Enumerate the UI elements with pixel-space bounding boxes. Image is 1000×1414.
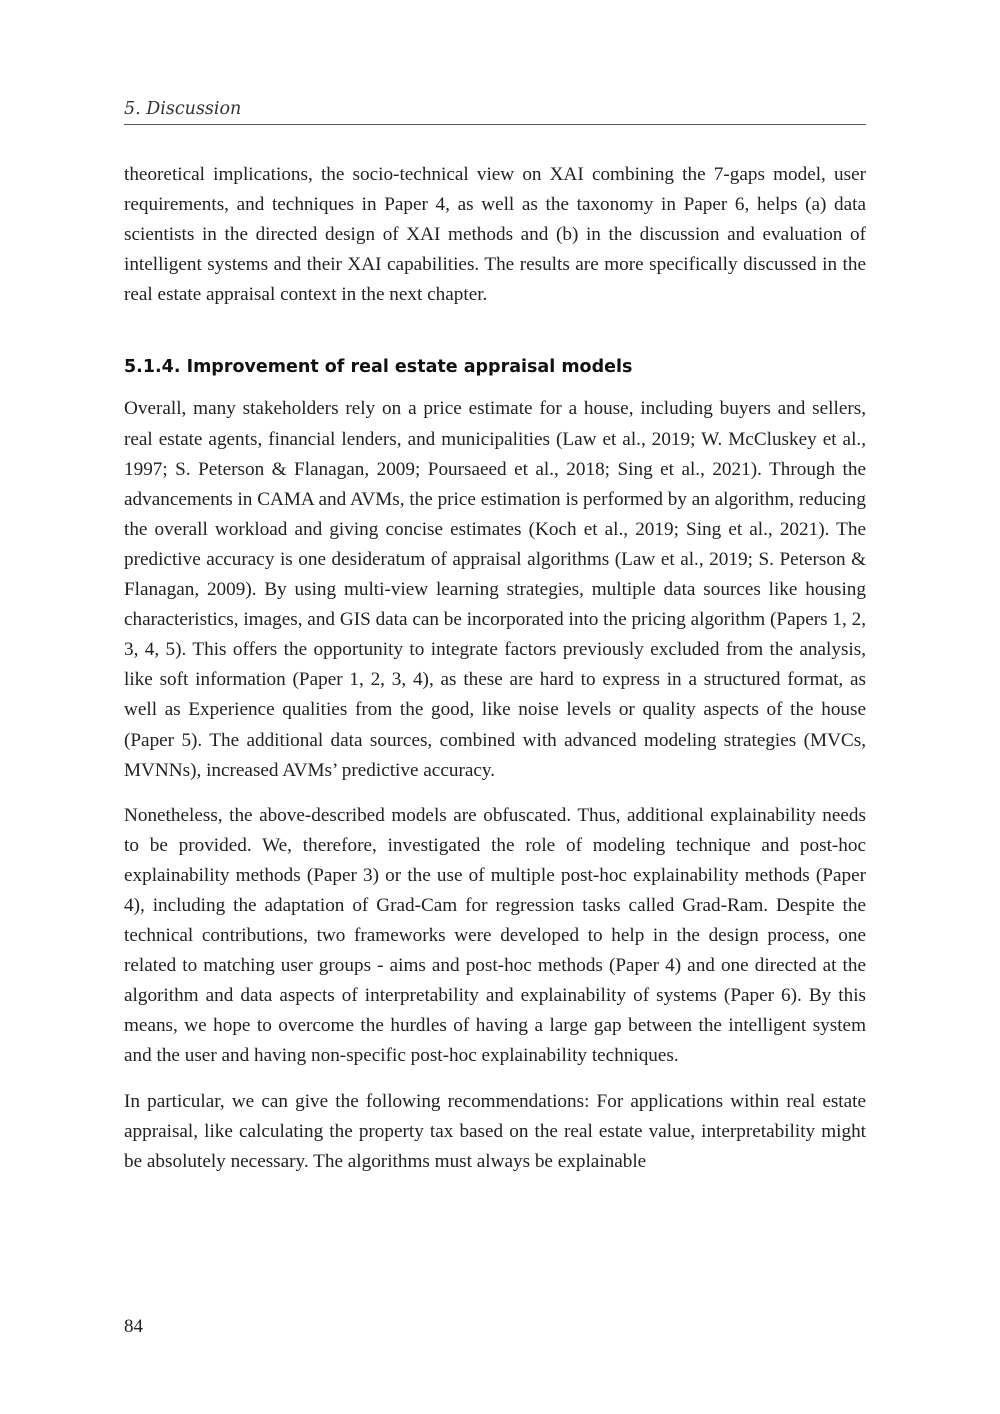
running-head: 5. Discussion (124, 99, 242, 119)
paragraph-stakeholders: Overall, many stakeholders rely on a price estimate for a house, including buyers and sellers, real estate agents, financial lenders, and municipalities (Law et al., 2019; W. McCluskey et al., 1997; S. Peterson & Flanagan, 2009; Poursaeed et al., 2018; Sing et al., 2021). Through the advancements in CAMA and AVMs, the price estimation is performed by an algorithm, reducing the overall workload and giving concise estimates (Koch et al., 2019; Sing et al., 2021). The predictive accuracy is one desideratum of appraisal algorithms (Law et al., 2019; S. Peterson & Flanagan, 2009). By using multi-view learning strategies, multiple data sources like housing characteristics, images, and GIS data can be incorporated into the pricing algorithm (Papers 1, 2, 3, 4, 5). This offers the opportunity to integrate factors previously excluded from the analysis, like soft information (Paper 1, 2, 3, 4), as these are hard to express in a structured format, as well as Experience qualities from the good, like noise levels or quality aspects of the house (Paper 5). The additional data sources, combined with advanced modeling strategies (MVCs, MVNNs), increased AVMs’ predictive accuracy. (124, 398, 866, 781)
paragraph-explainability: Nonetheless, the above-described models are obfuscated. Thus, additional explainability needs to be provided. We, therefore, investigated the role of modeling technique and post-hoc explainability methods (Paper 3) or the use of multiple post-hoc explainability methods (Paper 4), including the adaptation of Grad-Cam for regression tasks called Grad-Ram. Despite the technical contributions, two frameworks were developed to help in the design process, one related to matching user groups - aims and post-hoc methods (Paper 4) and one directed at the algorithm and data aspects of interpretability and explainability of systems (Paper 6). By this means, we hope to overcome the hurdles of having a large gap between the intelligent system and the user and having non-specific post-hoc explainability techniques. (124, 804, 866, 1067)
page-number: 84 (124, 1316, 143, 1337)
section-heading: 5.1.4. Improvement of real estate appraisal models (124, 357, 633, 378)
page-content (124, 160, 866, 1177)
intro-paragraph: theoretical implications, the socio-technical view on XAI combining the 7-gaps model, user requirements, and techniques in Paper 4, as well as the taxonomy in Paper 6, helps (a) data scientists in the directed design of XAI methods and (b) in the discussion and evaluation of intelligent systems and their XAI capabilities. The results are more specifically discussed in the real estate appraisal context in the next chapter. (124, 164, 866, 306)
paragraph-recommendations: In particular, we can give the following recommendations: For applications within real estate appraisal, like calculating the property tax based on the real estate value, interpretability might be absolutely necessary. The algorithms must always be explainable (124, 1090, 866, 1172)
page-header (124, 96, 866, 125)
